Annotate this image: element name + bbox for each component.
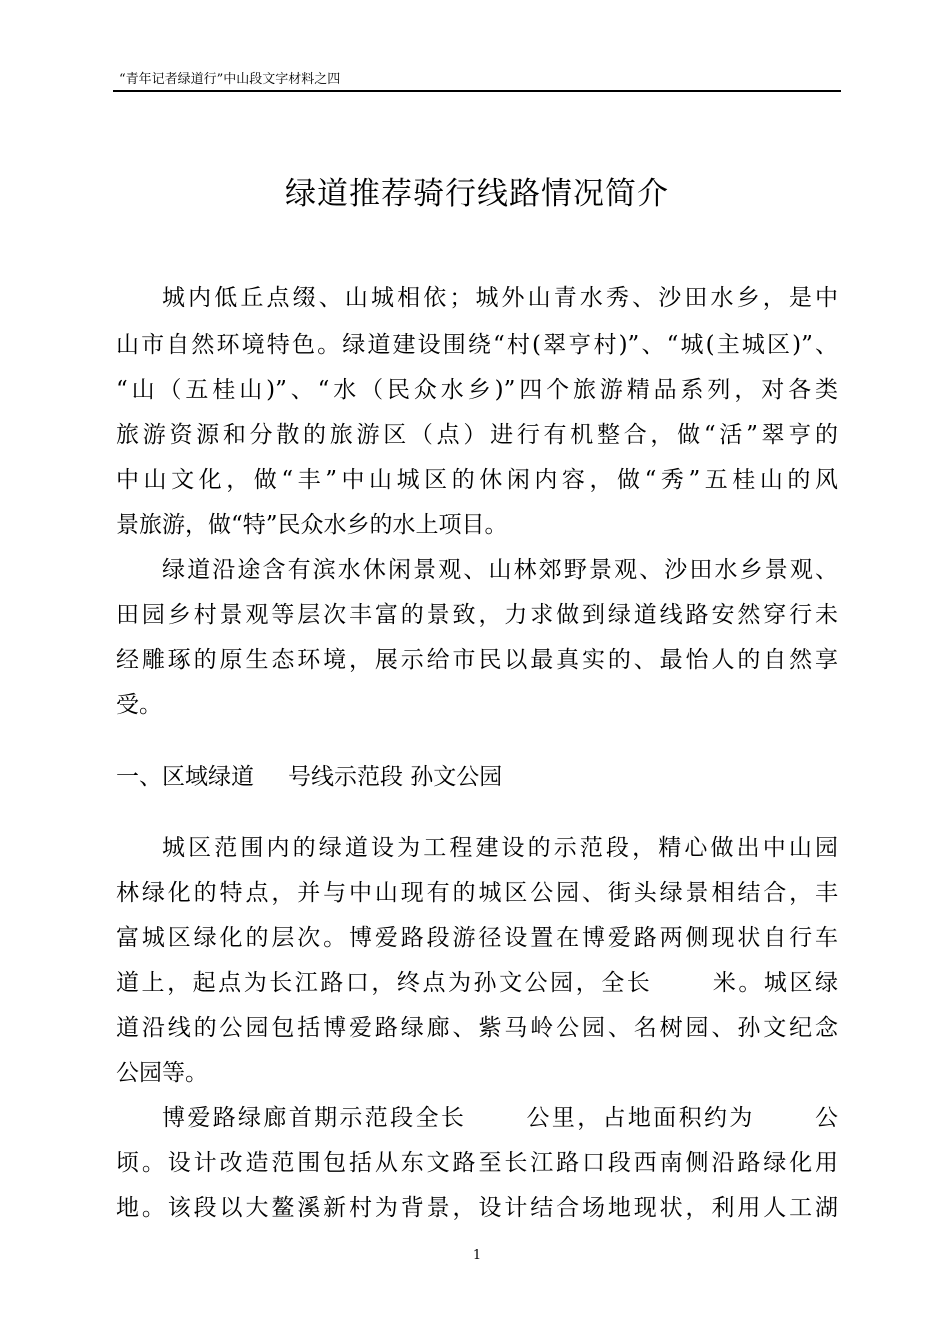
paragraph-line: 经雕琢的原生态环境，展示给市民以最真实的、最怡人的自然享 — [116, 647, 838, 673]
paragraph-line: 绿道沿途含有滨水休闲景观、山林郊野景观、沙田水乡景观、 — [162, 557, 838, 583]
paragraph-line: 林绿化的特点，并与中山现有的城区公园、街头绿景相结合，丰 — [116, 880, 838, 906]
paragraph-line: 公园等。 — [116, 1060, 208, 1086]
paragraph-line: “山（五桂山)”、“水（民众水乡)”四个旅游精品系列，对各类 — [116, 377, 838, 403]
section-heading — [116, 762, 838, 792]
paragraph-line: 富城区绿化的层次。博爱路段游径设置在博爱路两侧现状自行车 — [116, 925, 838, 951]
document-title: 绿道推荐骑行线路情况简介 — [285, 176, 669, 212]
paragraph-line: 道沿线的公园包括博爱路绿廊、紫马岭公园、名树园、孙文纪念 — [116, 1015, 838, 1041]
paragraph-line: 景旅游，做“特”民众水乡的水上项目。 — [116, 512, 508, 538]
section-heading-suffix: 号线示范段 孙文公园 — [288, 764, 503, 790]
paragraph-line: 顷。设计改造范围包括从东文路至长江路口段西南侧沿路绿化用 — [116, 1150, 838, 1176]
paragraph-line: 城内低丘点缀、山城相依；城外山青水秀、沙田水乡，是中 — [162, 285, 838, 311]
page-header — [113, 72, 841, 92]
text-segment: 公 — [812, 1105, 839, 1131]
text-segment: 道上，起点为长江路口，终点为孙文公园，全长 — [116, 970, 653, 996]
header-text: “青年记者绿道行”中山段文字材料之四 — [119, 72, 341, 87]
paragraph-line: 受。 — [116, 692, 162, 718]
section-heading-prefix: 一、区域绿道 — [116, 764, 254, 790]
paragraph-line: 旅游资源和分散的旅游区（点）进行有机整合，做“活”翠亨的 — [116, 422, 838, 448]
paragraph-line: 田园乡村景观等层次丰富的景致，力求做到绿道线路安然穿行未 — [116, 602, 838, 628]
paragraph-line: 城区范围内的绿道设为工程建设的示范段，精心做出中山园 — [162, 835, 838, 861]
text-segment: 公里，占地面积约为 — [524, 1105, 755, 1131]
text-segment: 米。城区绿 — [710, 970, 839, 996]
text-segment: 博爱路绿廊首期示范段全长 — [162, 1105, 467, 1131]
paragraph-line — [116, 968, 838, 998]
paragraph-line: 山市自然环境特色。绿道建设围绕“村(翠亨村)”、“城(主城区)”、 — [116, 332, 838, 358]
paragraph-line — [116, 1103, 838, 1133]
page-number: 1 — [472, 1248, 482, 1263]
paragraph-line: 地。该段以大鳌溪新村为背景，设计结合场地现状，利用人工湖 — [116, 1195, 838, 1221]
paragraph-line: 中山文化，做“丰”中山城区的休闲内容，做“秀”五桂山的风 — [116, 467, 838, 493]
